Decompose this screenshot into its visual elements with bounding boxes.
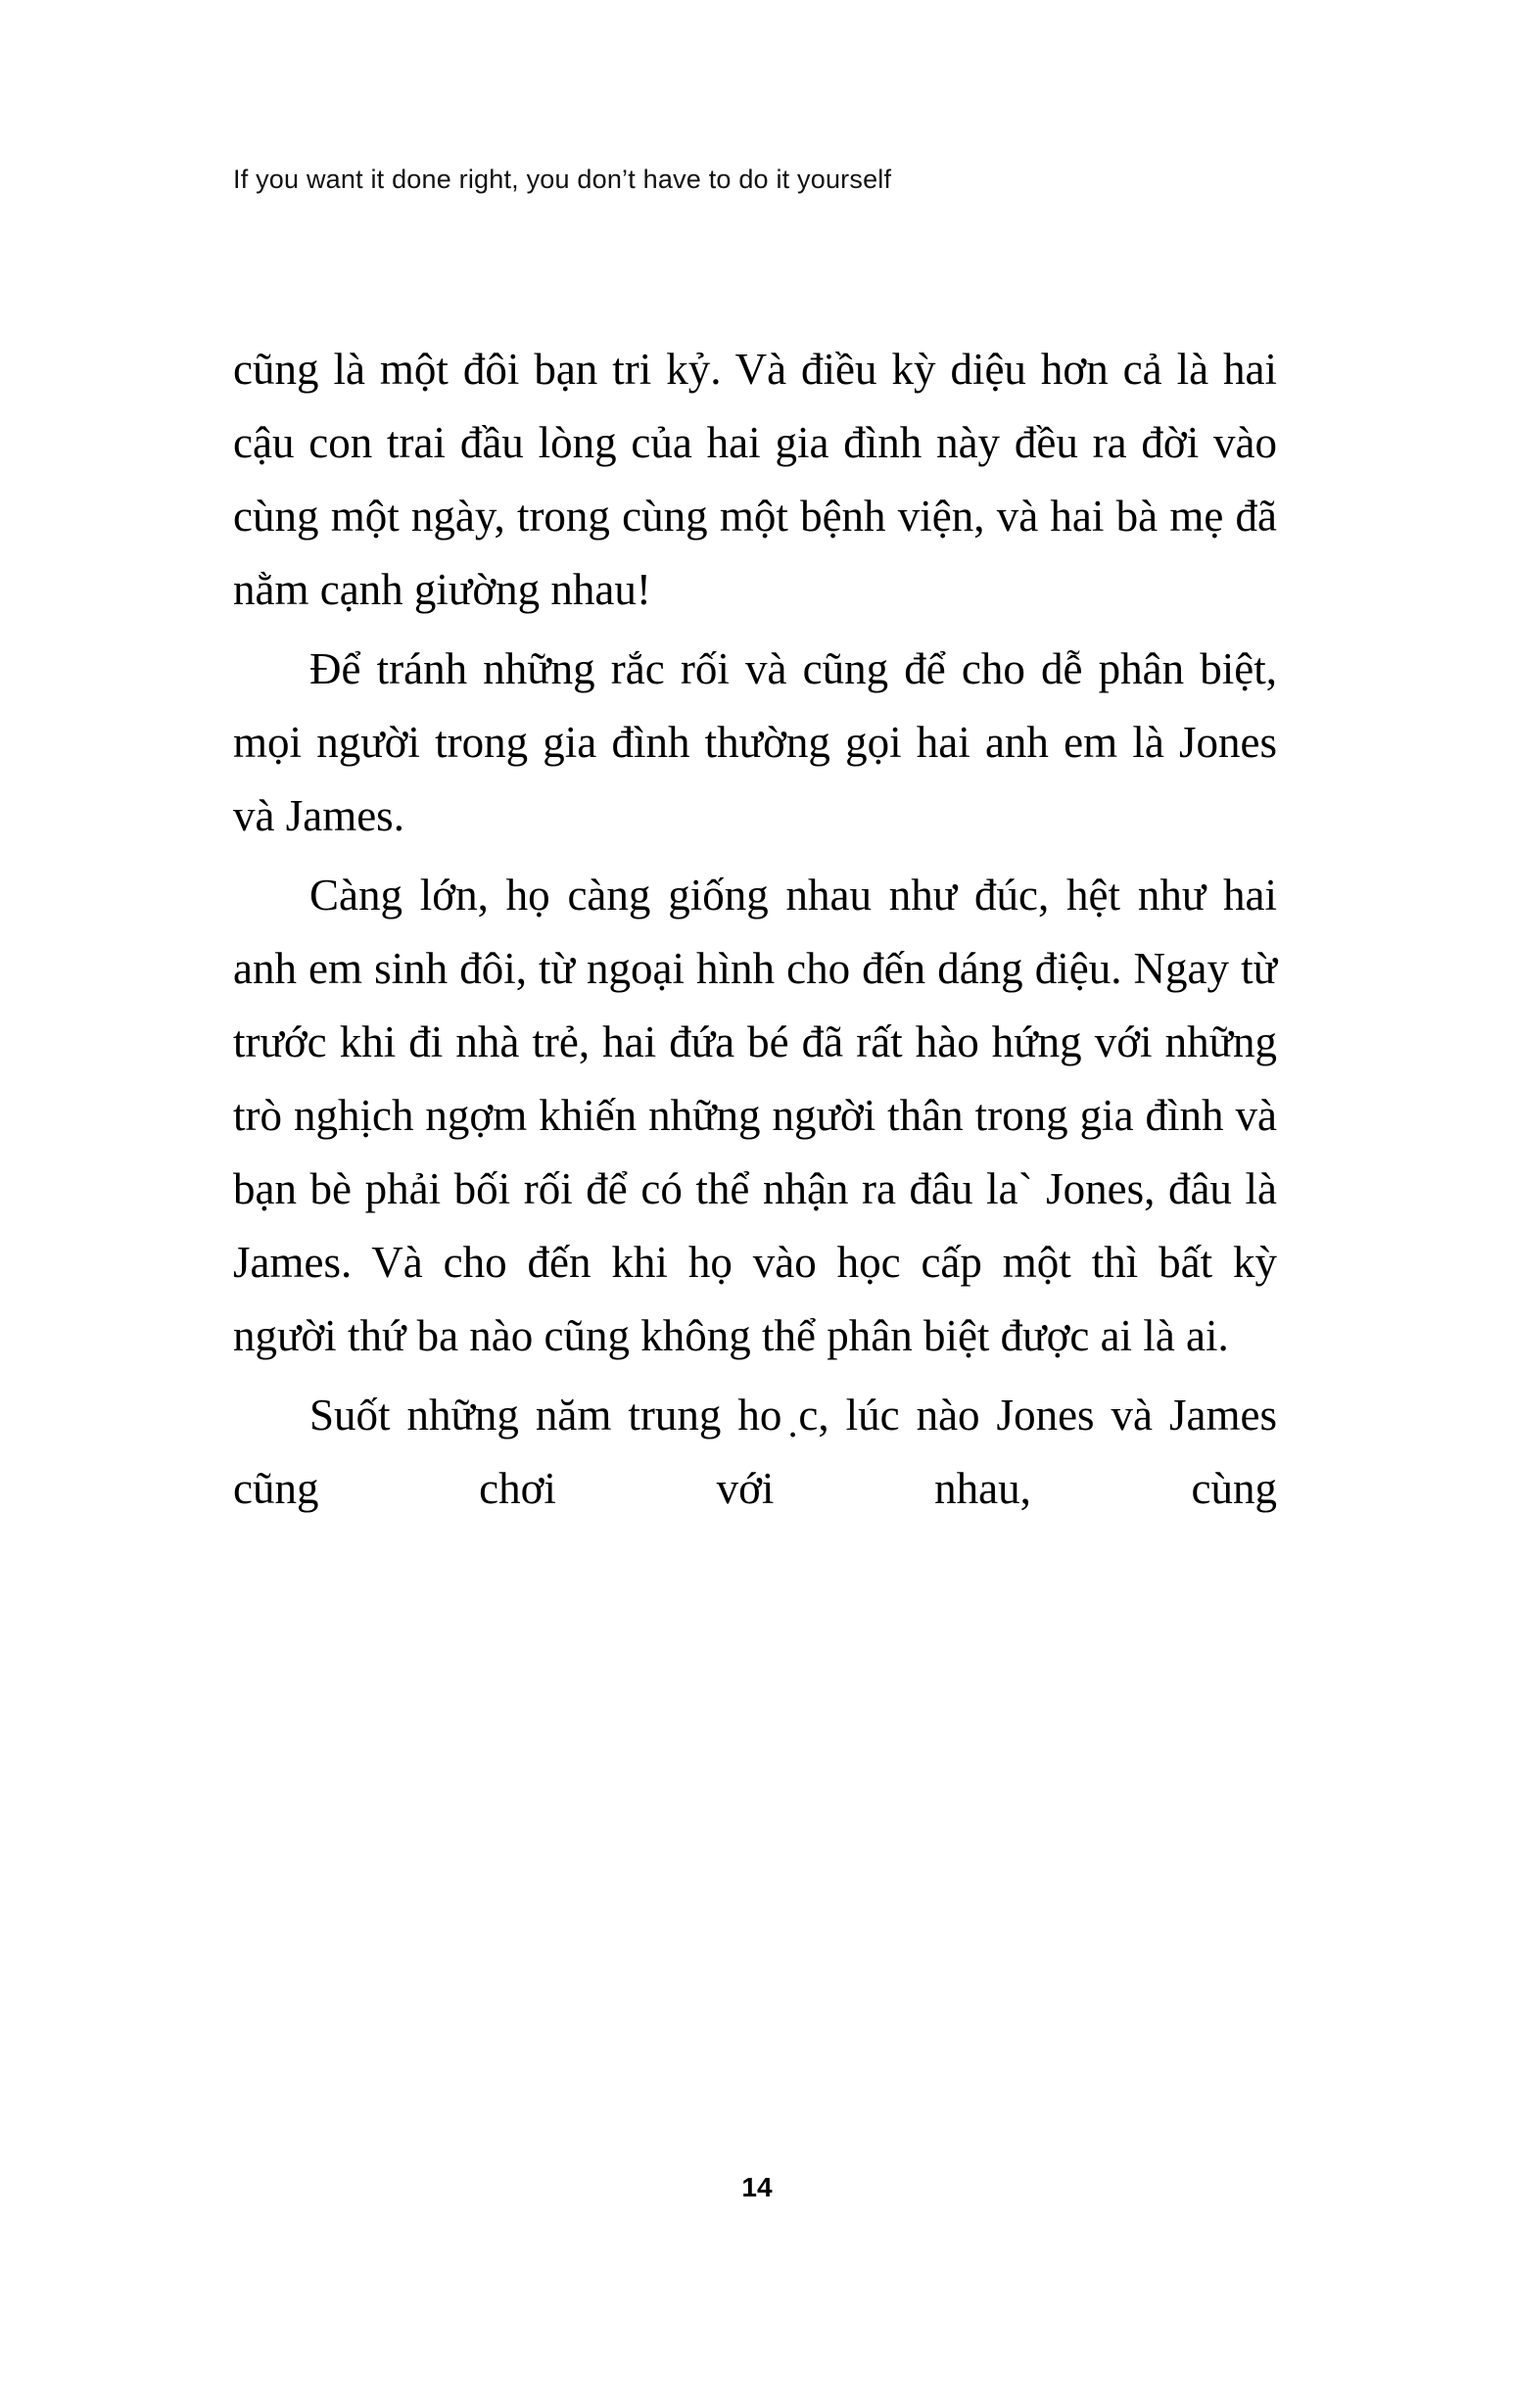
paragraph-1: cũng là một đôi bạn tri kỷ. Và điều kỳ diệu hơn cả là hai cậu con trai đầu lòng của hai gia đình này đều ra đời vào cùng một ngày, trong cùng một bệnh viện, và hai bà mẹ đã nằm cạnh giường nhau!: [233, 345, 1277, 614]
running-head: If you want it done right, you don’t have to do it yourself: [233, 165, 892, 194]
page-number: 14: [741, 2172, 773, 2202]
paragraph-4: Suốt những năm trung ho ̣c, lúc nào Jones và James cũng chơi với nhau, cùng: [233, 1391, 1277, 1513]
page-body: [233, 333, 1277, 1532]
paragraph-3: Càng lớn, họ càng giống nhau như đúc, hệt như hai anh em sinh đôi, từ ngoại hình cho đến dáng điệu. Ngay từ trước khi đi nhà trẻ, hai đứa bé đã rất hào hứng với những trò nghịch ngợm khiến những người thân trong gia đình và bạn bè phải bối rối để có thể nhận ra đâu la` Jones, đâu là James. Và cho đến khi họ vào học cấp một thì bất kỳ người thứ ba nào cũng không thể phân biệt được ai là ai.: [233, 871, 1277, 1360]
paragraph-2: Để tránh những rắc rối và cũng để cho dễ phân biệt, mọi người trong gia đình thường gọi hai anh em là Jones và James.: [233, 644, 1277, 840]
